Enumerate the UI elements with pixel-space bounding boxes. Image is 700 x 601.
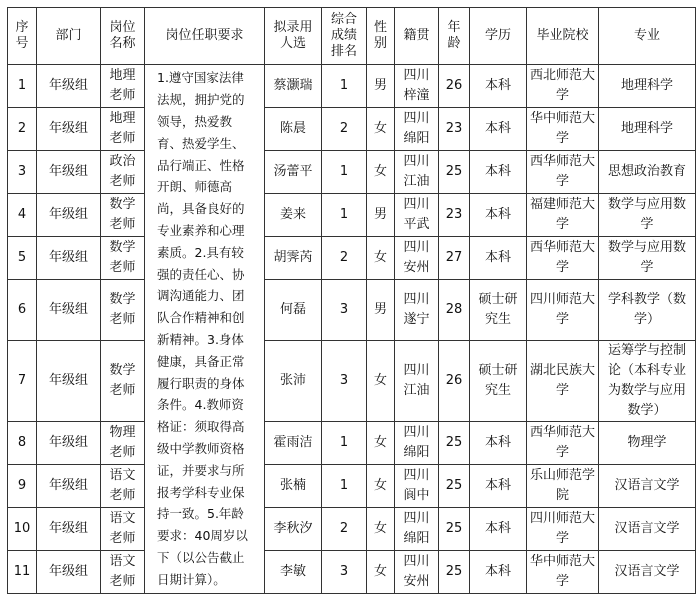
cell-major: 汉语言文学 — [599, 551, 696, 594]
cell-seq: 1 — [8, 65, 37, 108]
cell-gender: 女 — [367, 237, 395, 280]
cell-seq: 11 — [8, 551, 37, 594]
cell-edu: 本科 — [470, 108, 527, 151]
cell-major: 地理科学 — [599, 65, 696, 108]
cell-rank: 1 — [322, 65, 367, 108]
cell-edu: 硕士研究生 — [470, 341, 527, 422]
hiring-table — [7, 7, 696, 594]
header-rank: 综合成绩排名 — [322, 8, 367, 65]
cell-rank: 1 — [322, 194, 367, 237]
cell-edu: 本科 — [470, 65, 527, 108]
cell-dept: 年级组 — [37, 237, 101, 280]
cell-age: 26 — [439, 65, 470, 108]
cell-post: 数学老师 — [101, 341, 145, 422]
cell-dept: 年级组 — [37, 194, 101, 237]
cell-school: 华中师范大学 — [527, 108, 599, 151]
cell-origin: 四川安州 — [395, 551, 439, 594]
cell-gender: 女 — [367, 341, 395, 422]
header-origin: 籍贯 — [395, 8, 439, 65]
cell-school: 西北师范大学 — [527, 65, 599, 108]
cell-rank: 2 — [322, 237, 367, 280]
cell-name: 何磊 — [265, 280, 322, 341]
cell-seq: 7 — [8, 341, 37, 422]
table-row — [8, 194, 696, 237]
cell-age: 23 — [439, 194, 470, 237]
cell-name: 汤蕾平 — [265, 151, 322, 194]
cell-age: 25 — [439, 422, 470, 465]
cell-name: 李秋汐 — [265, 508, 322, 551]
cell-school: 华中师范大学 — [527, 551, 599, 594]
cell-post: 语文老师 — [101, 465, 145, 508]
cell-post: 地理老师 — [101, 108, 145, 151]
cell-seq: 10 — [8, 508, 37, 551]
cell-gender: 女 — [367, 465, 395, 508]
header-dept: 部门 — [37, 8, 101, 65]
cell-rank: 3 — [322, 341, 367, 422]
cell-dept: 年级组 — [37, 422, 101, 465]
cell-origin: 四川绵阳 — [395, 422, 439, 465]
cell-edu: 本科 — [470, 465, 527, 508]
cell-name: 李敏 — [265, 551, 322, 594]
cell-major: 运筹学与控制论（本科专业为数学与应用数学） — [599, 341, 696, 422]
cell-school: 西华师范大学 — [527, 237, 599, 280]
cell-origin: 四川江油 — [395, 341, 439, 422]
cell-age: 25 — [439, 465, 470, 508]
cell-name: 张楠 — [265, 465, 322, 508]
cell-school: 西华师范大学 — [527, 422, 599, 465]
cell-post: 地理老师 — [101, 65, 145, 108]
cell-post: 数学老师 — [101, 237, 145, 280]
cell-gender: 女 — [367, 108, 395, 151]
cell-origin: 四川平武 — [395, 194, 439, 237]
header-age: 年龄 — [439, 8, 470, 65]
cell-rank: 3 — [322, 280, 367, 341]
header-row — [8, 8, 696, 65]
cell-edu: 本科 — [470, 194, 527, 237]
cell-origin: 四川绵阳 — [395, 108, 439, 151]
cell-post: 数学老师 — [101, 280, 145, 341]
cell-seq: 3 — [8, 151, 37, 194]
cell-seq: 9 — [8, 465, 37, 508]
cell-edu: 硕士研究生 — [470, 280, 527, 341]
cell-gender: 男 — [367, 280, 395, 341]
cell-age: 25 — [439, 551, 470, 594]
table-row — [8, 551, 696, 594]
cell-school: 西华师范大学 — [527, 151, 599, 194]
cell-seq: 5 — [8, 237, 37, 280]
cell-seq: 2 — [8, 108, 37, 151]
cell-post: 物理老师 — [101, 422, 145, 465]
cell-dept: 年级组 — [37, 280, 101, 341]
cell-seq: 4 — [8, 194, 37, 237]
cell-edu: 本科 — [470, 151, 527, 194]
cell-seq: 8 — [8, 422, 37, 465]
cell-name: 陈晨 — [265, 108, 322, 151]
cell-school: 四川师范大学 — [527, 508, 599, 551]
cell-age: 25 — [439, 508, 470, 551]
table-row — [8, 151, 696, 194]
cell-school: 四川师范大学 — [527, 280, 599, 341]
table-row — [8, 280, 696, 341]
cell-name: 胡霁芮 — [265, 237, 322, 280]
cell-age: 28 — [439, 280, 470, 341]
cell-origin: 四川阆中 — [395, 465, 439, 508]
table-body — [8, 65, 696, 594]
cell-dept: 年级组 — [37, 508, 101, 551]
cell-dept: 年级组 — [37, 465, 101, 508]
cell-age: 25 — [439, 151, 470, 194]
cell-major: 物理学 — [599, 422, 696, 465]
cell-gender: 男 — [367, 65, 395, 108]
header-school: 毕业院校 — [527, 8, 599, 65]
cell-origin: 四川绵阳 — [395, 508, 439, 551]
cell-school: 乐山师范学院 — [527, 465, 599, 508]
cell-gender: 女 — [367, 508, 395, 551]
cell-post: 语文老师 — [101, 551, 145, 594]
cell-name: 蔡灏瑞 — [265, 65, 322, 108]
cell-major: 思想政治教育 — [599, 151, 696, 194]
cell-origin: 四川江油 — [395, 151, 439, 194]
cell-major: 学科教学（数学） — [599, 280, 696, 341]
cell-gender: 男 — [367, 194, 395, 237]
table-row — [8, 237, 696, 280]
cell-name: 霍雨洁 — [265, 422, 322, 465]
cell-school: 福建师范大学 — [527, 194, 599, 237]
header-post: 岗位名称 — [101, 8, 145, 65]
cell-dept: 年级组 — [37, 551, 101, 594]
cell-name: 姜来 — [265, 194, 322, 237]
cell-edu: 本科 — [470, 508, 527, 551]
header-gender: 性别 — [367, 8, 395, 65]
cell-rank: 1 — [322, 465, 367, 508]
cell-origin: 四川安州 — [395, 237, 439, 280]
cell-rank: 2 — [322, 508, 367, 551]
cell-major: 汉语言文学 — [599, 508, 696, 551]
cell-post: 语文老师 — [101, 508, 145, 551]
cell-school: 湖北民族大学 — [527, 341, 599, 422]
cell-rank: 2 — [322, 108, 367, 151]
cell-gender: 女 — [367, 422, 395, 465]
cell-edu: 本科 — [470, 551, 527, 594]
cell-rank: 3 — [322, 551, 367, 594]
cell-origin: 四川遂宁 — [395, 280, 439, 341]
cell-dept: 年级组 — [37, 341, 101, 422]
cell-major: 地理科学 — [599, 108, 696, 151]
cell-edu: 本科 — [470, 237, 527, 280]
cell-age: 23 — [439, 108, 470, 151]
cell-rank: 1 — [322, 422, 367, 465]
requirements-cell: 1.遵守国家法律法规，拥护党的领导，热爱教育、热爱学生、品行端正、性格开朗、师德高尚，具备良好的专业素养和心理素质。2.具有较强的责任心、协调沟通能力、团队合作精神和创新精神。3.身体健康，具备正常履行职责的身体条件。4.教师资格证：须取得高级中学教师资格证，并要求与所报考学科专业保持一致。5.年龄要求：40周岁以下（以公告截止日期计算）。 — [145, 65, 265, 594]
table-row — [8, 108, 696, 151]
cell-age: 27 — [439, 237, 470, 280]
table-row — [8, 465, 696, 508]
cell-dept: 年级组 — [37, 108, 101, 151]
cell-rank: 1 — [322, 151, 367, 194]
cell-post: 数学老师 — [101, 194, 145, 237]
header-requirements: 岗位任职要求 — [145, 8, 265, 65]
cell-edu: 本科 — [470, 422, 527, 465]
cell-gender: 女 — [367, 151, 395, 194]
cell-major: 汉语言文学 — [599, 465, 696, 508]
header-major: 专业 — [599, 8, 696, 65]
cell-age: 26 — [439, 341, 470, 422]
cell-dept: 年级组 — [37, 65, 101, 108]
header-name: 拟录用人选 — [265, 8, 322, 65]
header-edu: 学历 — [470, 8, 527, 65]
table-row — [8, 508, 696, 551]
cell-major: 数学与应用数学 — [599, 194, 696, 237]
cell-dept: 年级组 — [37, 151, 101, 194]
table-row — [8, 422, 696, 465]
cell-origin: 四川梓潼 — [395, 65, 439, 108]
cell-name: 张沛 — [265, 341, 322, 422]
table-row — [8, 65, 696, 108]
table-row — [8, 341, 696, 422]
cell-major: 数学与应用数学 — [599, 237, 696, 280]
cell-seq: 6 — [8, 280, 37, 341]
cell-gender: 女 — [367, 551, 395, 594]
cell-post: 政治老师 — [101, 151, 145, 194]
header-seq: 序号 — [8, 8, 37, 65]
